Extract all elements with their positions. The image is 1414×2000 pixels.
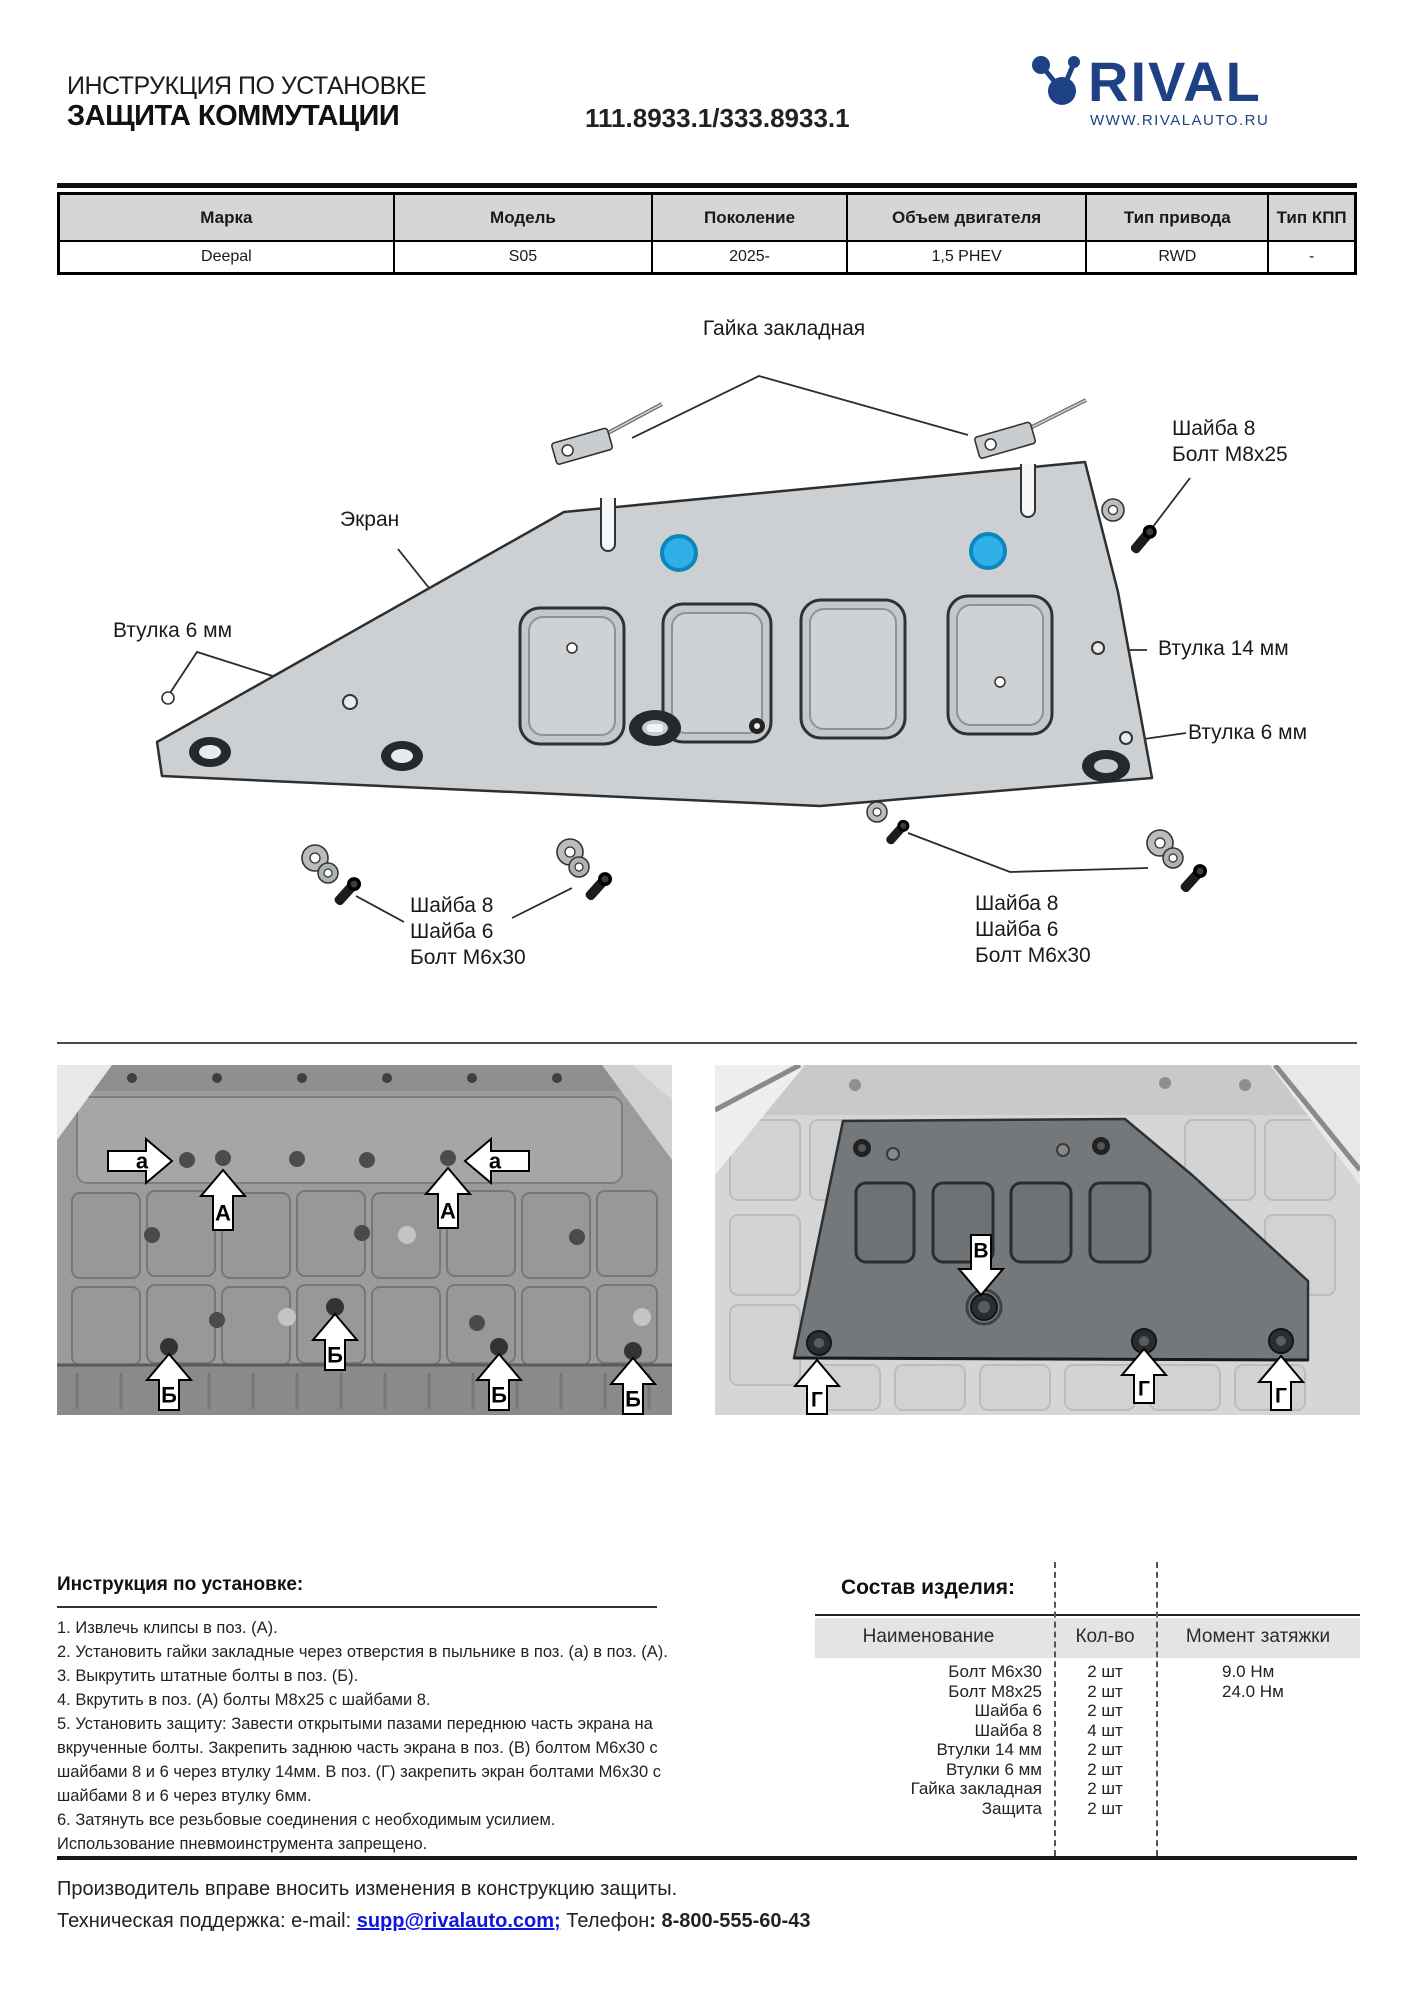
label-bushing6-left: Втулка 6 мм — [113, 619, 233, 642]
marker-letter: Б — [327, 1342, 343, 1368]
val-model: S05 — [394, 241, 652, 274]
manufacturer-disclaimer: Производитель вправе вносить изменения в конструкцию защиты. — [57, 1878, 678, 1900]
instructions-rule — [57, 1606, 657, 1608]
support-email-link[interactable]: supp@rivalauto.com — [356, 1910, 555, 1932]
parts-heading: Состав изделия: — [841, 1576, 1015, 1599]
vehicle-table — [57, 192, 1357, 275]
col-gearbox: Тип КПП — [1268, 194, 1355, 242]
instructions-list — [57, 1616, 719, 1856]
part-name: Шайба 8 — [974, 1720, 1042, 1740]
part-name: Болт М6х30 — [948, 1662, 1042, 1681]
val-generation: 2025- — [652, 241, 847, 274]
shield-plate — [157, 462, 1152, 806]
val-gearbox: - — [1268, 241, 1355, 274]
label-nut-plate: Гайка закладная — [702, 317, 866, 340]
col-drive: Тип привода — [1086, 194, 1268, 242]
instruction-step: 3. Выкрутить штатные болты в поз. (Б). — [57, 1667, 359, 1685]
part-name: Шайба 6 — [974, 1701, 1042, 1720]
col-model: Модель — [394, 194, 652, 242]
highlight-hole-left — [662, 536, 696, 570]
label-bolt-m6x30: Болт М6х30 — [410, 946, 526, 969]
val-marka: Deepal — [59, 241, 394, 274]
label-bushing14: Втулка 14 мм — [1158, 637, 1289, 660]
label-screen: Экран — [340, 508, 400, 531]
nut-plate-right — [974, 400, 1086, 459]
section-divider — [57, 1042, 1357, 1044]
support-prefix: Техническая поддержка: e-mail: — [57, 1910, 357, 1932]
marker-letter: Г — [811, 1388, 823, 1412]
col-generation: Поколение — [652, 194, 847, 242]
label-washer8: Шайба 8 — [1172, 417, 1256, 440]
col-marka: Марка — [59, 194, 394, 242]
marker-letter: Г — [1275, 1384, 1287, 1408]
label-bolt-m6x30: Болт М6х30 — [975, 944, 1091, 967]
instruction-step: 4. Вкрутить в поз. (А) болты М8х25 с шайбами 8. — [57, 1691, 431, 1709]
part-name: Втулки 6 мм — [945, 1759, 1042, 1779]
col-engine: Объем двигателя — [847, 194, 1086, 242]
label-hardware-right — [975, 891, 1091, 969]
part-qty: 2 шт — [1087, 1662, 1123, 1681]
header-rule — [57, 183, 1357, 188]
marker-letter: Б — [491, 1382, 507, 1408]
part-qty: 2 шт — [1087, 1779, 1123, 1798]
part-name: Защита — [981, 1798, 1042, 1818]
instruction-step: 6. Затянуть все резьбовые соединения с необходимым усилием. — [57, 1811, 556, 1829]
vehicle-table-value-row — [59, 241, 1356, 274]
parts-rule — [815, 1614, 1360, 1616]
label-washer6: Шайба 6 — [975, 918, 1059, 941]
label-washer6: Шайба 6 — [410, 920, 494, 943]
support-line — [57, 1910, 810, 1933]
highlight-hole-right — [971, 534, 1005, 568]
instruction-step: 2. Установить гайки закладные через отверстия в пыльнике в поз. (а) в поз. (А). — [57, 1643, 668, 1661]
parts-col-qty: Кол-во — [1075, 1626, 1135, 1647]
parts-divider-2 — [1156, 1562, 1158, 1856]
phone-number: : 8-800-555-60-43 — [649, 1910, 811, 1932]
val-drive: RWD — [1086, 241, 1268, 274]
instruction-step: 5. Установить защиту: Завести открытыми пазами переднюю часть экрана на вкрученные болты. Закрепить заднюю часть экрана в поз. (В) болтом М6х30 с шайбами 8 и 6 через втулку 14мм. В поз. (Г) закрепить экран болтами М6х30 с шайбами 8 и 6 через втулку 6мм. — [57, 1715, 661, 1805]
label-bushing6-right: Втулка 6 мм — [1188, 721, 1308, 744]
part-qty: 2 шт — [1087, 1798, 1123, 1818]
product-title: ЗАЩИТА КОММУТАЦИИ — [67, 100, 400, 132]
instruction-note: Использование пневмоинструмента запрещено. — [57, 1835, 428, 1853]
label-washer8: Шайба 8 — [975, 892, 1059, 915]
marker-letter: Б — [625, 1386, 641, 1412]
marker-letter: а — [488, 1148, 502, 1174]
marker-letter: В — [973, 1239, 989, 1263]
part-name: Втулки 14 мм — [936, 1740, 1042, 1759]
footer-rule — [57, 1856, 1357, 1860]
marker-letter: А — [215, 1200, 231, 1226]
marker-letter: Г — [1138, 1377, 1150, 1401]
marker-letter: Б — [161, 1382, 177, 1408]
part-qty: 2 шт — [1087, 1681, 1123, 1701]
part-qty: 4 шт — [1087, 1720, 1123, 1740]
exploded-diagram — [57, 280, 1357, 1045]
part-name: Гайка закладная — [910, 1779, 1042, 1798]
label-washer8: Шайба 8 — [410, 894, 494, 917]
part-name: Болт М8х25 — [948, 1681, 1042, 1701]
label-hardware-left — [410, 893, 526, 971]
brand-wordmark: RIVAL — [1088, 50, 1262, 113]
nut-plate-left — [551, 404, 662, 465]
marker-letter: а — [135, 1148, 149, 1174]
part-qty: 2 шт — [1087, 1701, 1123, 1720]
parts-col-torque: Момент затяжки — [1185, 1626, 1331, 1647]
instruction-step: 1. Извлечь клипсы в поз. (А). — [57, 1619, 278, 1637]
parts-col-name: Наименование — [862, 1626, 995, 1647]
part-torque: 24.0 Нм — [1222, 1681, 1284, 1701]
marker-letter: А — [440, 1198, 456, 1224]
part-qty: 2 шт — [1087, 1759, 1123, 1779]
underbody-photo-left — [57, 1065, 672, 1415]
underbody-photo-right — [715, 1065, 1360, 1415]
part-torque: 9.0 Нм — [1222, 1662, 1275, 1681]
email-suffix: ; — [554, 1910, 561, 1932]
phone-label: Телефон — [560, 1910, 650, 1932]
label-washer8-bolt-m8 — [1172, 416, 1288, 468]
val-engine: 1,5 PHEV — [847, 241, 1086, 274]
part-qty: 2 шт — [1087, 1740, 1123, 1759]
vehicle-table-header-row — [59, 194, 1356, 242]
part-numbers: 111.8933.1/333.8933.1 — [585, 103, 850, 133]
instructions-heading: Инструкция по установке: — [57, 1574, 304, 1595]
doc-type-title: ИНСТРУКЦИЯ ПО УСТАНОВКЕ — [67, 72, 427, 100]
brand-website: WWW.RIVALAUTO.RU — [1090, 112, 1270, 129]
molecule-logo-icon — [1028, 50, 1088, 110]
label-bolt-m8x25: Болт М8х25 — [1172, 443, 1288, 466]
